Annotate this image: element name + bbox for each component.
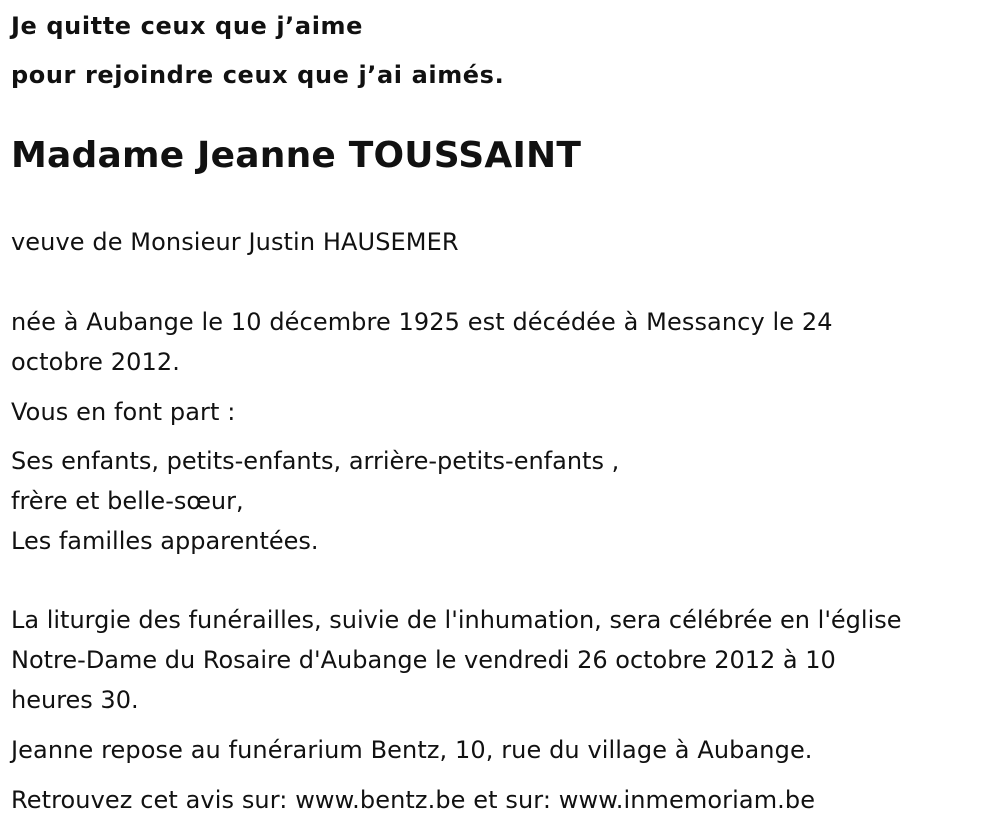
family-list — [11, 441, 619, 561]
widow-of: veuve de Monsieur Justin HAUSEMER — [11, 228, 459, 256]
deceased-name: Madame Jeanne TOUSSAINT — [11, 135, 582, 176]
funeral-line: heures 30. — [11, 686, 139, 714]
repose-info: Jeanne repose au funérarium Bentz, 10, rue du village à Aubange. — [11, 736, 813, 764]
funeral-line: Notre-Dame du Rosaire d'Aubange le vendredi 26 octobre 2012 à 10 — [11, 646, 836, 674]
poem-line-2: pour rejoindre ceux que j’ai aimés. — [11, 61, 505, 89]
funeral-details — [11, 600, 902, 720]
family-line: frère et belle-sœur, — [11, 487, 244, 515]
funeral-line: La liturgie des funérailles, suivie de l'inhumation, sera célébrée en l'église — [11, 606, 902, 634]
family-line: Les familles apparentées. — [11, 527, 319, 555]
family-line: Ses enfants, petits-enfants, arrière-petits-enfants , — [11, 447, 620, 475]
birth-death-line-1: née à Aubange le 10 décembre 1925 est décédée à Messancy le 24 — [11, 308, 833, 336]
birth-death-line-2: octobre 2012. — [11, 348, 180, 376]
poem-line-1: Je quitte ceux que j’aime — [11, 12, 364, 40]
announcement-intro: Vous en font part : — [11, 398, 236, 426]
footer-links: Retrouvez cet avis sur: www.bentz.be et sur: www.inmemoriam.be — [11, 786, 816, 814]
